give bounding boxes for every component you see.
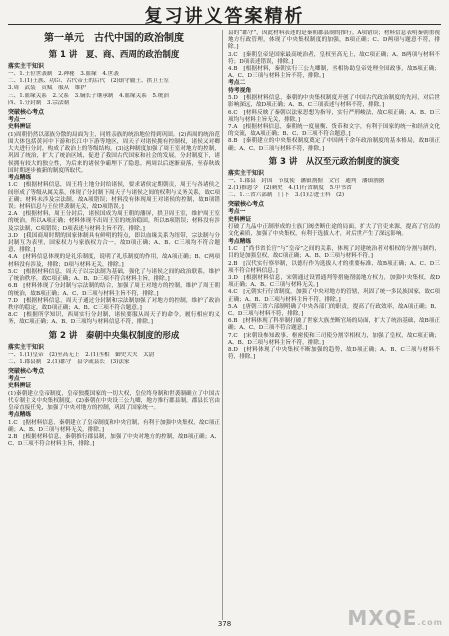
sub-heading: 考点精练 — [8, 412, 32, 419]
site-watermark: MXQE.com — [347, 606, 443, 630]
answer-text: 一、1.(1)皇帝 (2)至高无上 2.(1)丞相 御史大夫 太尉 — [8, 351, 155, 358]
answer-text: 4.C [元朝实行行省制度，加强了中央对地方的管辖，巩固了统一多民族国家，故C项正确；A、B、D三项与材料主旨不符，排除。] — [228, 289, 440, 303]
lesson-2-continued-content — [228, 30, 440, 153]
answer-text: 5.D [根据材料信息，秦朝的中央集权制度开创了中国古代政治制度的先河，对后世影响深远，故D项正确；A、B、C三项表述与材料不符，排除。] — [228, 95, 440, 109]
lesson-3-content — [228, 170, 440, 361]
answer-text: 4.B [根据材料，秦朝实行三公九卿制，丞相协助皇帝处理全国政事，故B项正确；A、C、D三项与材料主旨不符，排除。] — [228, 66, 440, 80]
answer-text: 二、1.三省六部制 门下 3.(1)②进士科 (2) — [228, 192, 345, 199]
answer-text: 1.C [“尚书省长官”与“皇帝”之间的关系，体现了封建统治者对相权的分割与制约，目的是加强皇权，故C项正确；A、B、D三项与材料不符。] — [228, 246, 440, 260]
section-heading: 落实主干知识 — [228, 169, 265, 177]
answer-text: 3.C [秦朝皇帝是国家最高统治者，皇权至高无上，故C项正确；A、B两项与材料不符；D项表述错误，排除。] — [228, 51, 440, 65]
lesson-1-content — [8, 63, 220, 327]
answer-text: (1)秦朝建立皇帝制度，皇帝独揽国家的一切大权，皇位终身制和世袭制确立了中国古代专制主义中央集权制度。(2)秦朝在中央设三公九卿，地方推行郡县制，郡县长官由皇帝直接任免，加强了中央对地方的控制，巩固了国家统一。 — [8, 390, 220, 412]
sub-heading: 考点二 — [228, 80, 246, 87]
sub-heading: 考点精练 — [228, 238, 252, 245]
answer-text: 6.C [材料反映了秦朝以法家思想为指导，实行严刑峻法，故C项正确；A、B、D三项均与材料主旨无关，排除。] — [228, 109, 440, 123]
answer-text: 3.D [我国商周时期的国家体制具有鲜明的特点，即以血缘关系为纽带，宗法制与分封制互为表里，国家权力与家族权力合一。故D项正确；A、B、C三项均不符合题意，排除。] — [8, 232, 220, 254]
answer-text: 7.C [宋朝设参知政事、枢密使和三司使分割宰相权力，加强了皇权，故C项正确；A、B、D三项与材料主旨不符，排除。] — [228, 332, 440, 346]
sub-heading: 史料辨证 — [8, 124, 32, 131]
answer-text: 3.周 武装 贡赋 服从 维护 — [8, 85, 87, 92]
answer-text: 7.A [根据材料信息，秦朝统一度量衡、货币和文字，有利于国家的统一和经济文化的交流，故A项正确；B、C、D三项不符合题意。] — [228, 124, 440, 138]
answer-text: 4.A [材料信息体现的是礼乐制度，说明了礼乐制度的作用，故A项正确；B、C两项材料没有涉及，排除；D项与材料无关，排除。] — [8, 254, 220, 268]
page-number: 378 — [217, 620, 232, 628]
lesson-3-title: 第 3 讲 从汉至元政治制度的演变 — [268, 156, 400, 167]
section-heading: 突破核心考点 — [8, 367, 45, 375]
answer-text: 四、1.分封制 3.宗法制 — [8, 99, 70, 106]
section-heading: 突破核心考点 — [228, 201, 265, 209]
title-rule — [8, 24, 441, 25]
unit-title: 第一单元 古代中国的政治制度 — [44, 33, 184, 44]
answer-text: 打破了九品中正制形成的士族门阀垄断仕途的局面，扩大了官吏来源，提高了官员的文化素质，加强了中央集权，有利于选拔人才，对后世产生了深远影响。 — [228, 224, 440, 238]
section-heading: 突破核心考点 — [8, 109, 45, 117]
answer-text: 2.B [根据材料信息，秦朝推行郡县制，加强了中央对地方的控制，故B项正确；A、C、D三项不符合材料主旨，排除。] — [8, 434, 220, 448]
section-heading: 落实主干知识 — [8, 343, 45, 351]
answer-text: 一、1.王位世袭制 2.神秘 3.血缘 4.世袭 — [8, 71, 119, 77]
answer-text: 2.A [根据材料，周王分封后，诸侯国成为周王朝的藩屏，拱卫周王室，维护周王室的统治，所以A项正确；材料体现不出周王室的统治稳固，所以B项错误；材料没有涉及宗法制，C项错误；D项表述与材料主旨不符，排除。] — [8, 211, 220, 232]
answer-text: 2.B [汉代实行察举制，以德行作为选拔人才的重要标准，故B项正确；A、C、D三项不符合材料信息。] — [228, 260, 440, 274]
answer-text: 县的“郡守”，因此材料表述的是秦朝郡县制的推行。A项错误；材料信息表明秦朝重视地方行政管理，体现了中央集权制度的加强，B项正确；C、D两项与题意不符，排除。] — [228, 30, 440, 51]
answer-text: (1)周朝仍然以部族分散的局面为主，同姓亲族的统治地位得到巩固。(2)西周的统治范围大体包括黄河中下游和长江中下游等地区，周天子对诸侯拥有控制权，诸侯又对卿大夫进行分封，构成了政治上的等级结构。(3)这种制度加强了周王室对地方的控制，巩固了统治，扩大了统治区域，促进了我国古代国家和社会的发展。分封制度下，诸侯拥有较大的独立性，为后来的诸侯争霸埋下了隐患。两周以后逐渐衰落，至春秋战国时期逐步被新的制度所取代。 — [8, 131, 220, 174]
sub-heading: 史料辨证 — [228, 216, 252, 223]
sub-heading: 考点一 — [8, 375, 26, 382]
answer-text: 3.D [根据材料信息，宋朝通过设置通判等措施削弱地方权力，加强中央集权，故D项正确；A、B、C三项与材料无关。] — [228, 274, 440, 289]
right-column — [228, 30, 440, 620]
column-divider — [222, 30, 223, 620]
answer-text: 1.C [据材料信息，秦朝建立了皇帝制度和中央官制，有利于加强中央集权，故C项正确；A、B、D三项与材料无关，排除。] — [8, 419, 220, 433]
answer-text: 8.D [材料体现了中央集权不断加强的趋势，故D项正确；A、B、C三项与材料不符，排除。] — [228, 346, 440, 361]
answer-text: 2.(1)推恩令 (2)刺史 4.(1)行省制度 5.中书省 — [228, 185, 352, 192]
page-title: 复习讲义答案精析 — [144, 6, 305, 27]
lesson-2-title: 第 2 讲 秦朝中央集权制度的形成 — [48, 330, 180, 341]
sub-heading: 考点一 — [8, 117, 26, 124]
answer-text: 6.B [材料体现了科举制打破了世家大族垄断官场的局面，扩大了统治基础，故B项正确；A、C、D三项不符合题意。] — [228, 318, 440, 332]
answer-text: 1.C [根据材料信息，周王将土地分封给诸侯，要求诸侯定期朝贡，周王与各诸侯之间形成了等级从属关系，体现了分封制下周天子与诸侯之间的权利与义务关系，故C项正确；材料未涉及宗法制，故A项错误；材料没有体现周王对诸侯的控制，故B项错误；材料信息与王位世袭制无关，故D项错误。] — [8, 182, 220, 211]
answer-text: 8.B [秦朝建立的中央集权制度奠定了中国两千余年政治制度的基本格局，故B项正确；A、C、D三项与材料不符，排除。] — [228, 138, 440, 152]
lesson-2-content — [8, 344, 220, 449]
sub-heading: 考点一 — [228, 209, 246, 216]
answer-text: 7.D [根据材料信息，周天子通过分封制和宗法制加强了对地方的控制，维护了政治秩序的稳定，故D项正确；A、B、C三项不符合题意。] — [8, 297, 220, 311]
section-heading: 落实主干知识 — [8, 63, 45, 70]
sub-heading: 史料辨证 — [8, 383, 32, 390]
answer-text: 6.B [材料体现了分封制与宗法制的结合，加强了周王对地方的控制，维护了周王朝的统治，故B项正确；A、C、D三项与材料主旨不符，排除。] — [8, 283, 220, 297]
answer-text: 二、1.郡县制 2.(1)郡守 县令或县长 (3)法家 — [8, 358, 130, 365]
lesson-1-title: 第 1 讲 夏、商、西周的政治制度 — [48, 50, 180, 60]
sub-heading: 考点精练 — [8, 175, 32, 182]
answer-text: 一、1.郡县 封国 节度使 藩镇割据 文官 通判 藩镇割据 — [228, 177, 385, 184]
answer-text: 三、1.血缘关系 2.父系 3.嫡长子继承制 4.血缘关系 5.统治 — [8, 92, 169, 99]
left-column — [8, 30, 220, 620]
answer-text: 5.C [根据材料信息，周天子以宗法制为基础，强化了与诸侯之间的政治联系，维护了统治秩序，故C项正确；A、B、D三项不符合材料主旨，排除。] — [8, 268, 220, 283]
answer-text: 二、1.(1)王族、功臣、古代帝王的后代 (2)镇守疆土、拱卫王室 — [8, 78, 170, 85]
answer-text: 5.A [唐朝三省六部制明确了中央各部门的职责，提高了行政效率，故A项正确；B、C、D三项与材料不符，排除。] — [228, 303, 440, 317]
sub-heading: 待考视角 — [228, 87, 252, 94]
answer-text: 8.C [根据所学知识，西周实行分封制，诸侯要服从周天子的命令，履行相应的义务，故C项正确；A、B、D三项均与材料信息不符，排除。] — [8, 312, 220, 326]
